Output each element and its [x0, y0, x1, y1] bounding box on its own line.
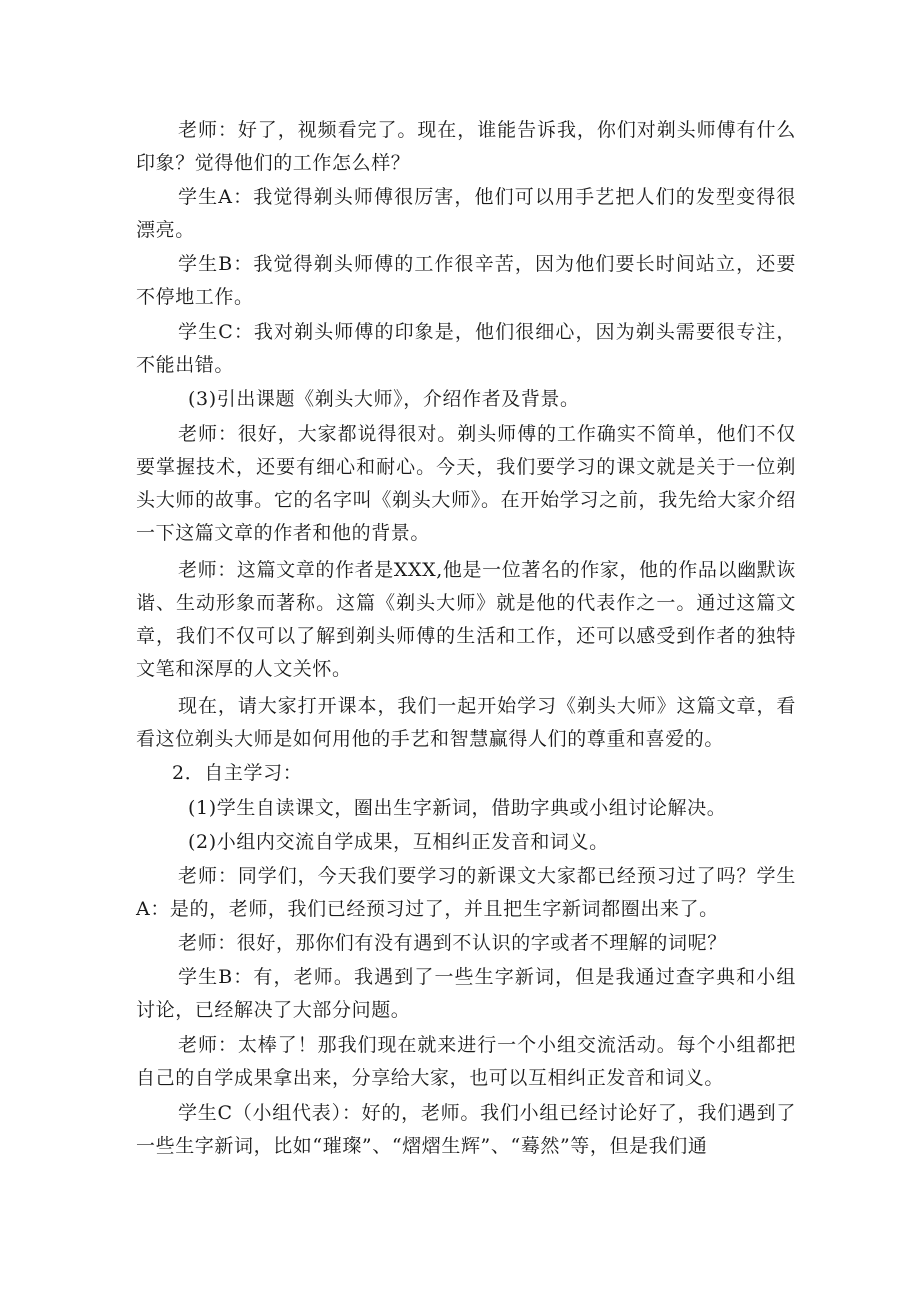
dialogue-paragraph: 老师：很好，大家都说得很对。剃头师傅的工作确实不简单，他们不仅要掌握技术，还要有细心和耐心。今天，我们要学习的课文就是关于一位剃头大师的故事。它的名字叫《剃头大师》。在开始学习之前，我先给大家介绍一下这篇文章的作者和他的背景。 — [136, 423, 796, 544]
dialogue-paragraph: 学生C：我对剃头师傅的印象是，他们很细心，因为剃头需要很专注，不能出错。 — [136, 321, 796, 376]
dialogue-paragraph: 老师：太棒了！那我们现在就来进行一个小组交流活动。每个小组都把自己的自学成果拿出来，分享给大家，也可以互相纠正发音和词义。 — [136, 1034, 796, 1089]
section-step: (1)学生自读课文，圈出生字新词，借助字典或小组讨论解决。 — [188, 797, 727, 819]
section-heading: 2．自主学习： — [172, 762, 303, 784]
section-step: (3)引出课题《剃头大师》，介绍作者及背景。 — [188, 388, 580, 410]
dialogue-paragraph: 老师：好了，视频看完了。现在，谁能告诉我，你们对剃头师傅有什么印象？觉得他们的工作怎么样？ — [136, 119, 796, 174]
dialogue-paragraph: 学生C（小组代表）：好的，老师。我们小组已经讨论好了，我们遇到了一些生字新词，比如“璀璨”、“熠熠生辉”、“蓦然”等，但是我们通 — [136, 1102, 796, 1157]
dialogue-paragraph: 学生A：我觉得剃头师傅很厉害，他们可以用手艺把人们的发型变得很漂亮。 — [136, 186, 796, 241]
dialogue-paragraph: 老师：同学们，今天我们要学习的新课文大家都已经预习过了吗？学生A：是的，老师，我们已经预习过了，并且把生字新词都圈出来了。 — [136, 865, 796, 920]
dialogue-paragraph: 老师：这篇文章的作者是XXX,他是一位著名的作家，他的作品以幽默诙谐、生动形象而著称。这篇《剃头大师》就是他的代表作之一。通过这篇文章，我们不仅可以了解到剃头师傅的生活和工作，还可以感受到作者的独特文笔和深厚的人文关怀。 — [136, 559, 796, 680]
dialogue-paragraph: 学生B：有，老师。我遇到了一些生字新词，但是我通过查字典和小组讨论，已经解决了大部分问题。 — [136, 966, 796, 1021]
dialogue-paragraph: 学生B：我觉得剃头师傅的工作很辛苦，因为他们要长时间站立，还要不停地工作。 — [136, 253, 796, 308]
body-paragraph: 现在，请大家打开课本，我们一起开始学习《剃头大师》这篇文章，看看这位剃头大师是如何用他的手艺和智慧赢得人们的尊重和喜爱的。 — [136, 695, 796, 750]
section-step: (2)小组内交流自学成果，互相纠正发音和词义。 — [188, 831, 609, 853]
dialogue-paragraph: 老师：很好，那你们有没有遇到不认识的字或者不理解的词呢？ — [178, 932, 727, 954]
